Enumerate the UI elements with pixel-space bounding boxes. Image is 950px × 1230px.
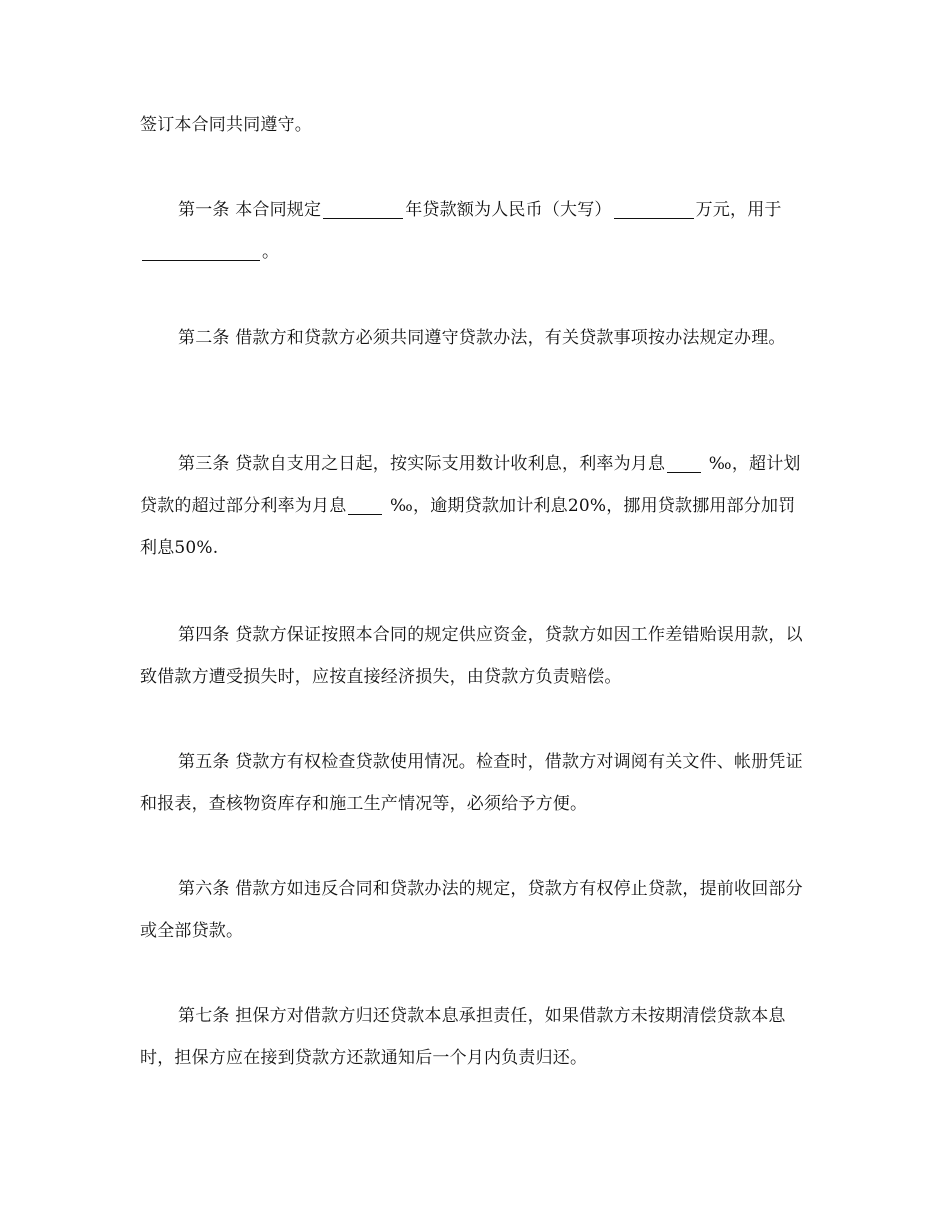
article-1-text-b: 年贷款额为人民币（大写）	[405, 200, 612, 220]
article-7: 第七条 担保方对借款方归还贷款本息承担责任，如果借款方未按期清偿贷款本息时，担保方应在接到贷款方还款通知后一个月内负责归还。	[140, 1006, 786, 1068]
article-1-text-c: 万元，用于	[695, 200, 782, 220]
interest-rate-blank	[667, 453, 701, 473]
article-6: 第六条 借款方如违反合同和贷款办法的规定，贷款方有权停止贷款，提前收回部分或全部贷款。	[140, 879, 803, 941]
amount-blank	[614, 199, 694, 219]
article-1	[140, 189, 812, 273]
intro-line: 签订本合同共同遵守。	[140, 115, 312, 135]
article-3-text-c: ‰，逾期贷款加计利息20%，挪用贷款挪用部分加罚利息50%.	[140, 496, 796, 558]
article-4: 第四条 贷款方保证按照本合同的规定供应资金，贷款方如因工作差错贻误用款，以致借款方遭受损失时，应按直接经济损失，由贷款方负责赔偿。	[140, 625, 803, 687]
article-1-text-a: 第一条 本合同规定	[178, 200, 322, 220]
article-3-text-a: 第三条 贷款自支用之日起，按实际支用数计收利息，利率为月息	[178, 454, 666, 474]
overplan-rate-blank	[348, 495, 382, 515]
article-3	[140, 443, 812, 569]
article-1-text-d: 。	[262, 242, 280, 262]
article-2: 第二条 借款方和贷款方必须共同遵守贷款办法，有关贷款事项按办法规定办理。	[178, 328, 786, 348]
purpose-blank	[142, 241, 260, 261]
year-blank	[323, 199, 403, 219]
article-3-text-b: ‰，超计划贷款的超过部分利率为月息	[140, 454, 801, 516]
article-5: 第五条 贷款方有权检查贷款使用情况。检查时，借款方对调阅有关文件、帐册凭证和报表，查核物资库存和施工生产情况等，必须给予方便。	[140, 752, 803, 814]
